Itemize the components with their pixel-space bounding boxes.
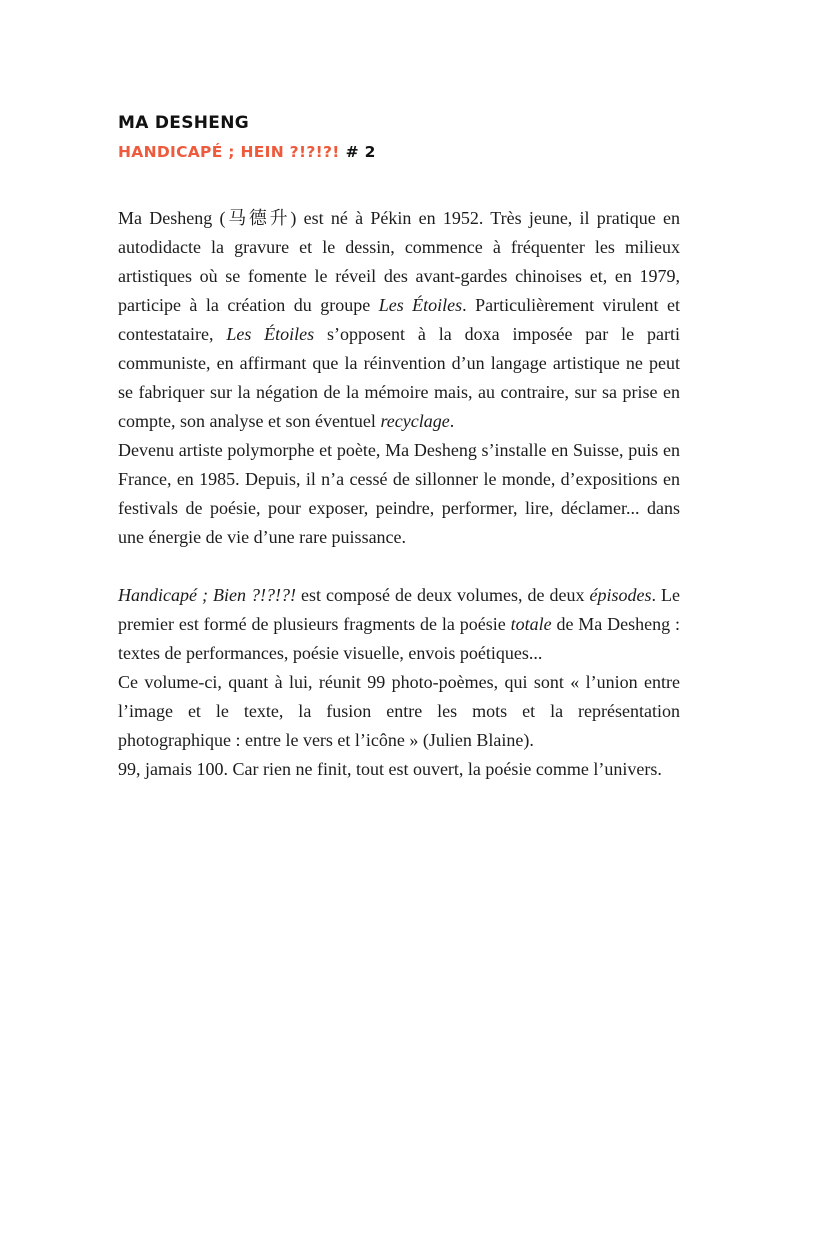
paragraph-biography-2 xyxy=(118,436,680,552)
page-subtitle xyxy=(118,142,680,162)
text-segment-italic: recyclage xyxy=(380,411,450,431)
text-segment-italic: Les Étoiles xyxy=(378,295,463,315)
text-segment: Ce volume-ci, quant à lui, réunit 99 photo-poèmes, qui sont « l’union entre l’image et le texte, la fusion entre les mots et la représentation photographique : entre le vers et l’icône » (Julien Blaine). xyxy=(118,672,680,750)
text-segment-italic: totale xyxy=(510,614,552,634)
paragraph-volumes xyxy=(118,581,680,668)
biography-block xyxy=(118,204,680,552)
page-header xyxy=(118,112,680,162)
text-segment: . xyxy=(449,411,455,431)
subtitle-series-title: HANDICAPÉ ; HEIN ?!?!?! xyxy=(118,143,340,161)
text-segment: Devenu artiste polymorphe et poète, Ma Desheng s’installe en Suisse, puis en France, en 1985. Depuis, il n’a cessé de sillonner le monde, d’expositions en festivals de poésie, pour exposer, peindre, performer, lire, déclamer... dans une énergie de vie d’une rare puissance. xyxy=(118,440,680,547)
text-segment-italic: Handicapé ; Bien ?!?!?! xyxy=(118,585,296,605)
text-segment: . Le premier est formé de plusieurs fragments de la poésie xyxy=(118,585,681,634)
text-segment: s’opposent à la doxa imposée par le parti communiste, en affirmant que la réinvention d’un langage artistique ne peut se fabriquer sur la négation de la mémoire mais, au contraire, sur sa prise en compte, son analyse et son éventuel xyxy=(118,324,680,431)
text-segment: de Ma Desheng : textes de performances, poésie visuelle, envois poétiques... xyxy=(118,614,680,663)
paragraph-biography-1 xyxy=(118,204,680,436)
text-segment: est composé de deux volumes, de deux xyxy=(295,585,590,605)
page-title: MA DESHENG xyxy=(118,113,249,133)
text-segment-italic: épisodes xyxy=(589,585,652,605)
body-text xyxy=(118,204,680,784)
volume-description-block xyxy=(118,581,680,784)
paragraph-photo-poemes xyxy=(118,668,680,755)
subtitle-series-number: # 2 xyxy=(345,143,376,161)
text-segment: Ma Desheng (马德升) est né à Pékin en 1952. Très jeune, il pratique en autodidacte la gravure et le dessin, commence à fréquenter les milieux artistiques où se fomente le réveil des avant-gardes chinoises et, en 1979, participe à la création du groupe xyxy=(118,208,680,315)
paragraph-conclusion xyxy=(118,755,680,784)
text-segment: . Particulièrement virulent et contestataire, xyxy=(118,295,680,344)
text-segment: 99, jamais 100. Car rien ne finit, tout est ouvert, la poésie comme l’univers. xyxy=(118,759,662,779)
text-segment-italic: Les Étoiles xyxy=(226,324,315,344)
